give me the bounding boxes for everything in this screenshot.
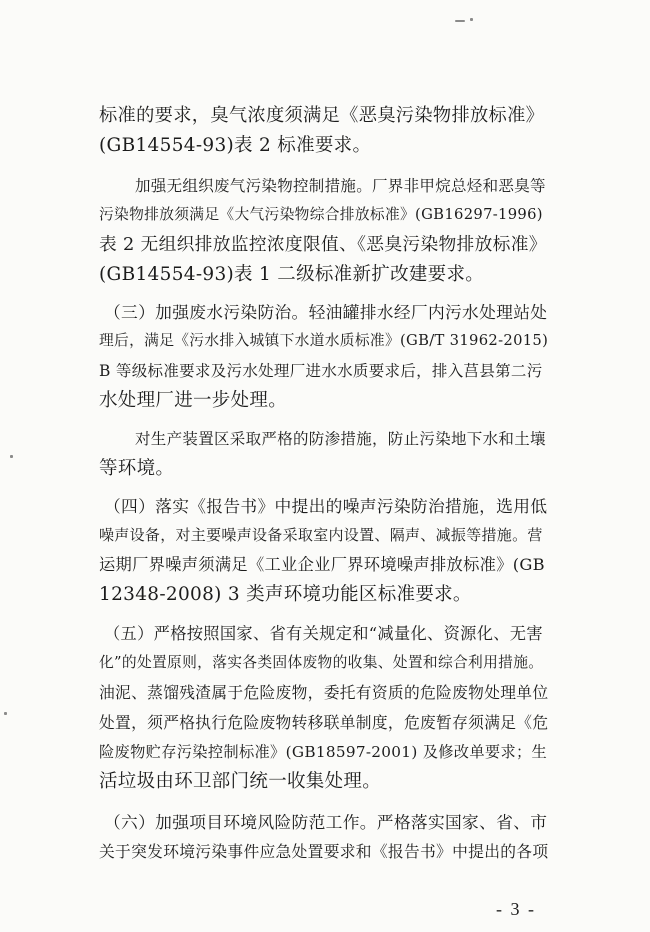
text-line: 加强无组织废气污染物控制措施。厂界非甲烷总烃和恶臭等 [135, 177, 546, 195]
text-line: 12348-2008) 3 类声环境功能区标准要求。 [99, 584, 472, 605]
text-line: 标准的要求，臭气浓度须满足《恶臭污染物排放标准》 [99, 105, 545, 126]
text-line: 运期厂界噪声须满足《工业企业厂界环境噪声排放标准》(GB [99, 555, 545, 574]
scan-speck [470, 18, 473, 21]
text-line: 关于突发环境污染事件应急处置要求和《报告书》中提出的各项 [99, 842, 549, 861]
text-line: 对生产装置区采取严格的防渗措施，防止污染地下水和土壤 [135, 430, 546, 448]
text-line: B 等级标准要求及污水处理厂进水水质要求后，排入莒县第二污 [99, 362, 543, 380]
text-line: 理后，满足《污水排入城镇下水道水质标准》(GB/T 31962-2015) [99, 332, 549, 349]
text-line: 污染物排放须满足《大气污染物综合排放标准》(GB16297-1996) [99, 206, 543, 223]
text-line: (GB14554-93)表 2 标准要求。 [99, 135, 372, 156]
text-line: (GB14554-93)表 1 二级标准新扩改建要求。 [99, 264, 485, 285]
text-line: 等环境。 [99, 458, 175, 479]
text-line: 噪声设备，对主要噪声设备采取室内设置、隔声、减振等措施。营 [99, 526, 543, 544]
scan-speck [4, 712, 7, 715]
text-line: 表 2 无组织排放监控浓度限值、《恶臭污染物排放标准》 [99, 235, 547, 255]
text-line: 化”的处置原则，落实各类固体废物的收集、处置和综合利用措施。 [99, 654, 544, 671]
scan-speck [10, 455, 13, 458]
text-line: 活垃圾由环卫部门统一收集处理。 [99, 771, 382, 792]
text-line: （三）加强废水污染防治。轻油罐排水经厂内污水处理站处 [104, 302, 548, 322]
text-line: （五）严格按照国家、省有关规定和“减量化、资源化、无害 [104, 624, 543, 643]
text-line: 处置，须严格执行危险废物转移联单制度，危废暂存须满足《危 [99, 713, 549, 732]
scan-speck [455, 20, 465, 22]
text-line: （六）加强项目环境风险防范工作。严格落实国家、省、市 [104, 812, 548, 832]
text-line: 险废物贮存污染控制标准》(GB18597-2001) 及修改单要求；生 [99, 743, 548, 761]
page-number: - 3 - [496, 899, 536, 919]
text-line: （四）落实《报告书》中提出的噪声污染防治措施，选用低 [104, 496, 548, 516]
text-line: 水处理厂进一步处理。 [99, 390, 288, 411]
text-line: 油泥、蒸馏残渣属于危险废物，委托有资质的危险废物处理单位 [99, 683, 549, 702]
